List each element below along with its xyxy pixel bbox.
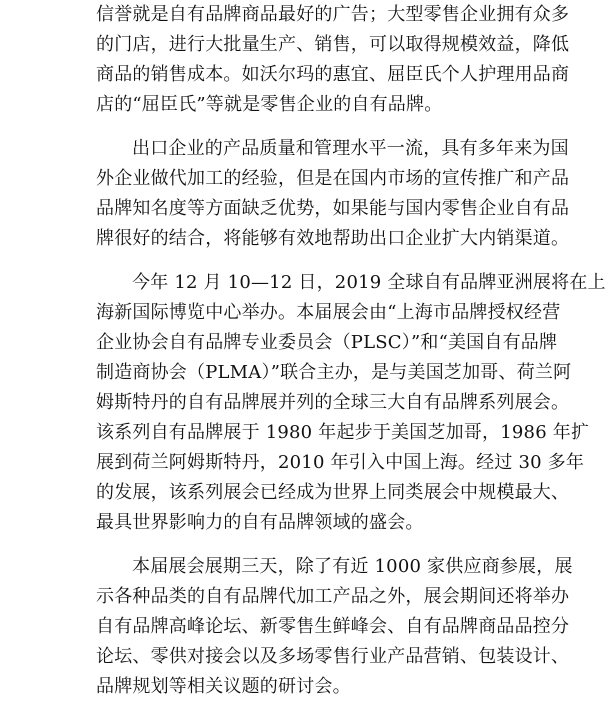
text-line: 出口企业的产品质量和管理水平一流，具有多年来为国 bbox=[132, 138, 569, 159]
text-line: 的发展，该系列展会已经成为世界上同类展会中规模最大、 bbox=[96, 482, 570, 503]
paragraph-spacer bbox=[96, 120, 526, 134]
text-line: 信誉就是自有品牌商品最好的广告；大型零售企业拥有众多 bbox=[96, 4, 570, 25]
paragraph-2 bbox=[96, 134, 570, 254]
text-line: 店的“屈臣氏”等就是零售企业的自有品牌。 bbox=[96, 94, 443, 115]
text-line: 该系列自有品牌展于 1980 年起步于美国芝加哥，1986 年扩 bbox=[96, 422, 590, 443]
text-line: 品牌知名度等方面缺乏优势，如果能与国内零售企业自有品 bbox=[96, 198, 570, 219]
text-line: 品牌规划等相关议题的研讨会。 bbox=[96, 676, 351, 697]
text-line: 论坛、零供对接会以及多场零售行业产品营销、包装设计、 bbox=[96, 646, 570, 667]
text-line: 企业协会自有品牌专业委员会（PLSC）”和“美国自有品牌 bbox=[96, 332, 558, 353]
paragraph-3 bbox=[96, 268, 606, 538]
text-line: 今年 12 月 10—12 日，2019 全球自有品牌亚洲展将在上 bbox=[132, 272, 606, 293]
text-line: 外企业做代加工的经验，但是在国内市场的宣传推广和产品 bbox=[96, 168, 570, 189]
text-line: 牌很好的结合，将能够有效地帮助出口企业扩大内销渠道。 bbox=[96, 228, 570, 249]
text-line: 展到荷兰阿姆斯特丹，2010 年引入中国上海。经过 30 多年 bbox=[96, 452, 585, 473]
text-line: 自有品牌高峰论坛、新零售生鲜峰会、自有品牌商品品控分 bbox=[96, 616, 570, 637]
text-line: 商品的销售成本。如沃尔玛的惠宜、屈臣氏个人护理用品商 bbox=[96, 64, 570, 85]
paragraph-spacer bbox=[96, 538, 526, 552]
text-line: 的门店，进行大批量生产、销售，可以取得规模效益，降低 bbox=[96, 34, 570, 55]
text-line: 海新国际博览中心举办。本届展会由“上海市品牌授权经营 bbox=[96, 302, 561, 323]
text-line: 示各种品类的自有品牌代加工产品之外，展会期间还将举办 bbox=[96, 586, 570, 607]
text-line: 制造商协会（PLMA）”联合主办，是与美国芝加哥、荷兰阿 bbox=[96, 362, 572, 383]
paragraph-spacer bbox=[96, 254, 526, 268]
text-line: 最具世界影响力的自有品牌领域的盛会。 bbox=[96, 512, 424, 533]
text-line: 本届展会展期三天，除了有近 1000 家供应商参展，展 bbox=[132, 556, 573, 577]
article-body bbox=[96, 0, 606, 702]
text-line: 姆斯特丹的自有品牌展并列的全球三大自有品牌系列展会。 bbox=[96, 392, 570, 413]
paragraph-4 bbox=[96, 552, 573, 702]
paragraph-1 bbox=[96, 0, 570, 120]
